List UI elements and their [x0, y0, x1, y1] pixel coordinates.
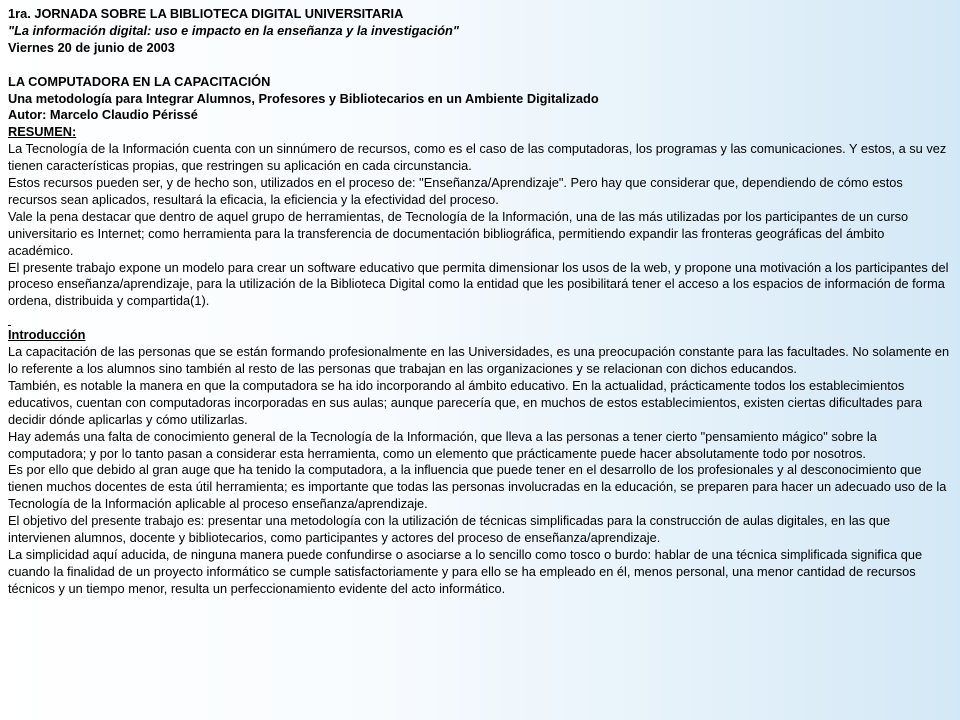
introduccion-paragraph: La capacitación de las personas que se están formando profesionalmente en las Universidades, es una preocupación constante para las facultades. No solamente en lo referente a los alumnos sino también al resto de las personas que trabajan en las organizaciones y se relacionan con dichos educandos.: [8, 344, 950, 376]
introduccion-paragraph: El objetivo del presente trabajo es: presentar una metodología con la utilización de técnicas simplificadas para la construcción de aulas digitales, en las que intervienen alumnos, docente y bibliotecarios, como participantes y actores del proceso de enseñanza/aprendizaje.: [8, 513, 891, 546]
event-date: Viernes 20 de junio de 2003: [8, 39, 175, 55]
event-subtitle: "La información digital: uso e impacto en la enseñanza y la investigación": [8, 22, 459, 38]
resumen-heading: RESUMEN:: [8, 124, 77, 140]
introduccion-paragraph: La simplicidad aquí aducida, de ninguna manera puede confundirse o asociarse a lo sencillo como tosco o burdo: hablar de una técnica simplificada significa que cuando la finalidad de un proyecto informático se cumple satisfactoriamente y para ello se ha empleado en él, menos personal, una menor cantidad de recursos técnicos y un tiempo menor, resulta un perfeccionamiento evidente del acto informático.: [8, 546, 923, 596]
introduccion-paragraph: También, es notable la manera en que la computadora se ha ido incorporando al ámbito educativo. En la actualidad, prácticamente todos los establecimientos educativos, cuentan con computadoras incorporadas en sus aulas; aunque parecería que, en muchos de estos establecimientos, existen ciertas dificultades para decidir dónde aplicarlas y cómo utilizarlas.: [8, 377, 923, 427]
introduccion-paragraph: Hay además una falta de conocimiento general de la Tecnología de la Información, que lleva a las personas a tener cierto "pensamiento mágico" sobre la computadora; y por lo tanto pasan a considerar esta herramienta, como un elemento que prácticamente puede hacer absolutamente todo por nosotros.: [8, 428, 877, 461]
article-subtitle: Una metodología para Integrar Alumnos, Profesores y Bibliotecarios en un Ambiente Digitalizado: [8, 90, 599, 106]
resumen-paragraph: El presente trabajo expone un modelo para crear un software educativo que permita dimensionar los usos de la web, y propone una motivación a los participantes del proceso enseñanza/aprendizaje, para la utilización de la Biblioteca Digital como la entidad que les posibilitará tener el acceso a los espacios de información de forma ordena, distribuida y compartida(1).: [8, 259, 949, 309]
resumen-paragraph: Estos recursos pueden ser, y de hecho son, utilizados en el proceso de: "Enseñanza/Aprendizaje". Pero hay que considerar que, dependiendo de cómo estos recursos sean aplicados, resultará la eficacia, la eficiencia y la efectividad del proceso.: [8, 175, 903, 207]
resumen-paragraph: La Tecnología de la Información cuenta con un sinnúmero de recursos, como es el caso de las computadoras, los programas y las comunicaciones. Y estos, a su vez tienen características propias, que restringen su aplicación en cada circunstancia.: [8, 141, 947, 174]
underline-mark: [8, 310, 11, 326]
blank-line: [8, 310, 952, 327]
event-title: 1ra. JORNADA SOBRE LA BIBLIOTECA DIGITAL UNIVERSITARIA: [8, 6, 404, 21]
document-page: [8, 6, 952, 598]
blank-line: [8, 57, 952, 74]
introduccion-paragraph: Es por ello que debido al gran auge que ha tenido la computadora, a la influencia que puede tener en el desarrollo de los profesionales y al desconocimiento que tienen muchos docentes de esta útil herramienta; es importante que todas las personas involucradas en la educación, se preparen para hacer un adecuado uso de la Tecnología de la Información aplicable al proceso enseñanza/aprendizaje.: [8, 462, 947, 512]
resumen-paragraph: Vale la pena destacar que dentro de aquel grupo de herramientas, de Tecnología de la Información, una de las más utilizadas por los participantes de un curso universitario es Internet; como herramienta para la transferencia de documentación bibliográfica, permitiendo expandir las fronteras geográficas del ámbito académico.: [8, 208, 909, 258]
introduccion-heading: Introducción: [8, 327, 86, 343]
article-title: LA COMPUTADORA EN LA CAPACITACIÓN: [8, 73, 271, 89]
article-author: Autor: Marcelo Claudio Périssé: [8, 107, 198, 123]
